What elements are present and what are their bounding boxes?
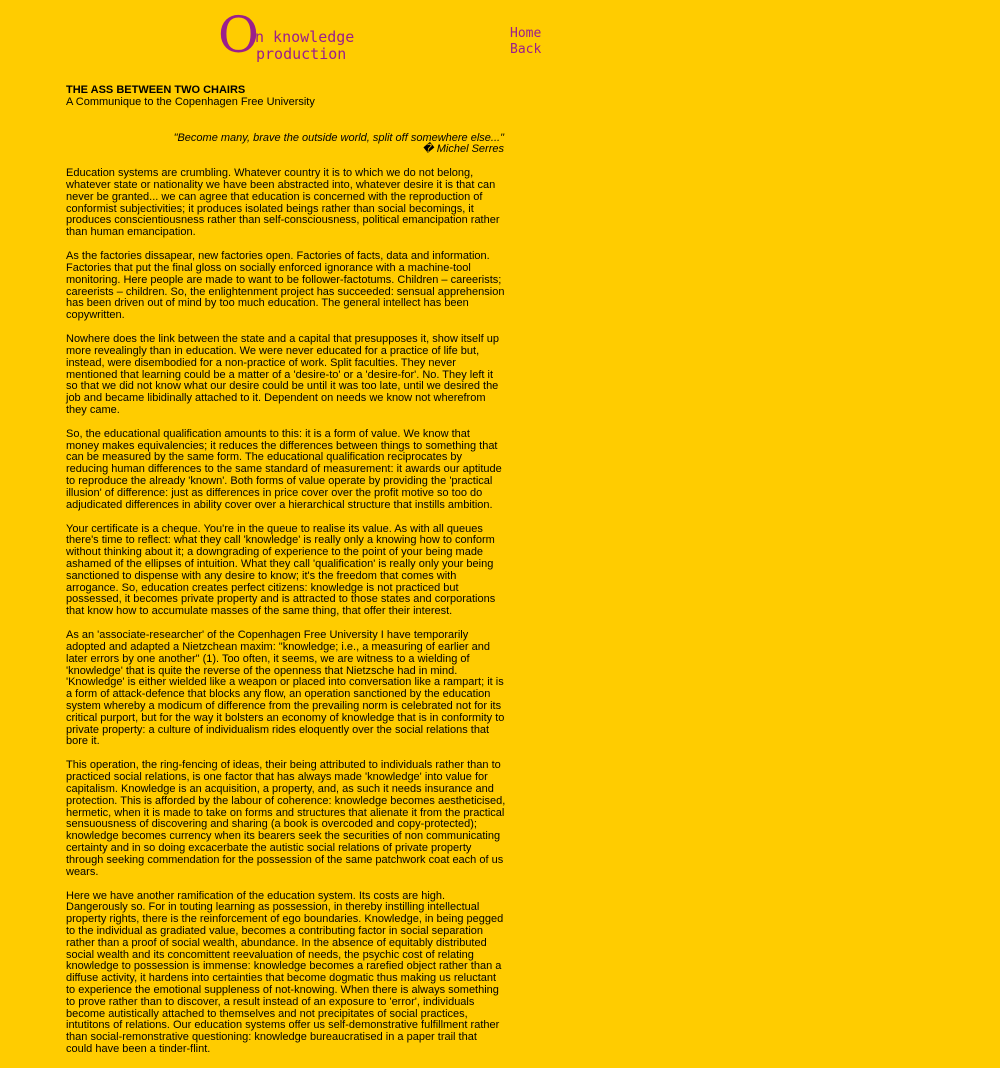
epigraph-quote: "Become many, brave the outside world, split off somewhere else..." xyxy=(173,131,504,144)
epigraph-author: � Michel Serres xyxy=(422,143,504,156)
epigraph xyxy=(66,133,504,157)
logo-letter: O xyxy=(218,6,259,64)
logo-line-1: n knowledge xyxy=(255,28,355,46)
paragraph: Nowhere does the link between the state and a capital that presupposes it, show itself up more revealingly than in education. We were never educated for a practice of life but, instead, were disembodied for a non-practice of work. Split faculties. They never mentioned that learning could be a matter of a 'desire-to' or a 'desire-for'. No. They left it so that we did not know what our desire could be until it was too late, until we desired the job and became libidinally attached to it. Dependent on needs we know not wherefrom they came. xyxy=(66,333,499,416)
article xyxy=(66,85,506,1068)
paragraph: As an 'associate-researcher' of the Copenhagen Free University I have temporarily adopted and adapted a Nietzchean maxim: "knowledge; i.e., a measuring of earlier and later errors by one another" (1). Too often, it seems, we are witness to a wielding of 'knowledge' that is quite the reverse of the openness that Nietzsche had in mind. 'Knowledge' is either wielded like a weapon or placed into conversation like a rampart; it is a form of attack-defence that blocks any flow, an operation sanctioned by the education system whereby a modicum of difference from the prevailing norm is celebrated not for its critical purport, but for the way it bolsters an economy of knowledge that is in conformity to private property: a culture of individualism rides eloquently over the social relations that bore it. xyxy=(66,629,505,748)
top-nav xyxy=(510,26,541,58)
site-logo[interactable] xyxy=(218,6,358,68)
logo-line-2: production xyxy=(256,45,347,63)
paragraph: This operation, the ring-fencing of ideas, their being attributed to individuals rather than to practiced social relations, is one factor that has always made 'knowledge' into value for capitalism. Knowledge is an acquisition, a property, and, as such it needs insurance and protection. This is afforded by the labour of coherence: knowledge becomes aestheticised, hermetic, when it is made to take on forms and structures that alienate it from the practical sensuousness of discovering and sharing (a book is overcoded and copy-protected); knowledge becomes currency when its bearers seek the securities of non communicating certainty and in so doing excacerbate the autistic social relations of private property through seeking commendation for the possession of the same patchwork coat each of us wears. xyxy=(66,759,506,878)
home-link[interactable]: Home xyxy=(510,26,542,41)
article-body xyxy=(66,168,506,1056)
paragraph: Here we have another ramification of the education system. Its costs are high. Dangerously so. For in touting learning as possession, in thereby instilling intellectual property rights, there is the reinforcement of ego boundaries. Knowledge, in being pegged to the individual as gradiated value, becomes a contributing factor in social separation rather than a proof of social wealth, abundance. In the absence of equitably distributed social wealth and its concomittent reevaluation of needs, the psychic cost of relating knowledge to possession is immense: knowledge becomes a rarefied object rather than a diffuse activity, it hardens into certainties that become dogmatic thus making us reluctant to experience the emotional suppleness of not-knowing. When there is always something to prove rather than to discover, a result instead of an exposure to 'error', individuals become autistically attached to themselves and not precipitates of social practices, intutitons of relations. Our education systems offer us self-demonstrative fulfillment rather than social-remonstrative questioning: knowledge bureaucratised in a paper trail that could have been a tinder-flint. xyxy=(66,889,504,1055)
paragraph: Education systems are crumbling. Whatever country it is to which we do not belong, whatever state or nationality we have been abstracted into, whatever desire it is that can never be granted... we can agree that education is concerned with the reproduction of conformist subjectivities; it produces isolated beings rather than social becomings, it produces conscientiousness rather than self-consciousness, political emancipation rather than human emancipation. xyxy=(66,167,500,239)
paragraph: So, the educational qualification amounts to this: it is a form of value. We know that money makes equivalencies; it reduces the differences between things to something that can be measured by the same form. The educational qualification reciprocates by reducing human differences to the same standard of measurement: it awards our aptitude to reproduce the already 'known'. Both forms of value operate by providing the 'practical illusion' of difference: just as differences in price cover over the profit motive so too do adjudicated differences in ability cover over a hierarchical structure that instills ambition. xyxy=(66,427,502,511)
article-title: THE ASS BETWEEN TWO CHAIRS xyxy=(66,84,246,96)
paragraph: Your certificate is a cheque. You're in the queue to realise its value. As with all queues there's time to reflect: what they call 'knowledge' is really only a knowing how to conform without thinking about it; a downgrading of experience to the point of your being made ashamed of the ellipses of intuition. What they call 'qualification' is really only your being sanctioned to dispense with any desire to know; it's the freedom that comes with arrogance. So, education creates perfect citizens: knowledge is not practiced but possessed, it becomes private property and is attracted to those states and corporations that know how to accumulate masses of the same thing, that offer their interest. xyxy=(66,522,496,618)
article-subtitle: A Communique to the Copenhagen Free University xyxy=(66,95,315,108)
back-link[interactable]: Back xyxy=(510,42,542,57)
paragraph: As the factories dissapear, new factories open. Factories of facts, data and information. Factories that put the final gloss on socially enforced ignorance with a machine-tool monitoring. Here people are made to want to be follower-factotums. Children – careerists; careerists – children. So, the enlightenment project has succeeded: sensual apprehension has been driven out of mind by too much education. The general intellect has been copywritten. xyxy=(66,250,505,322)
